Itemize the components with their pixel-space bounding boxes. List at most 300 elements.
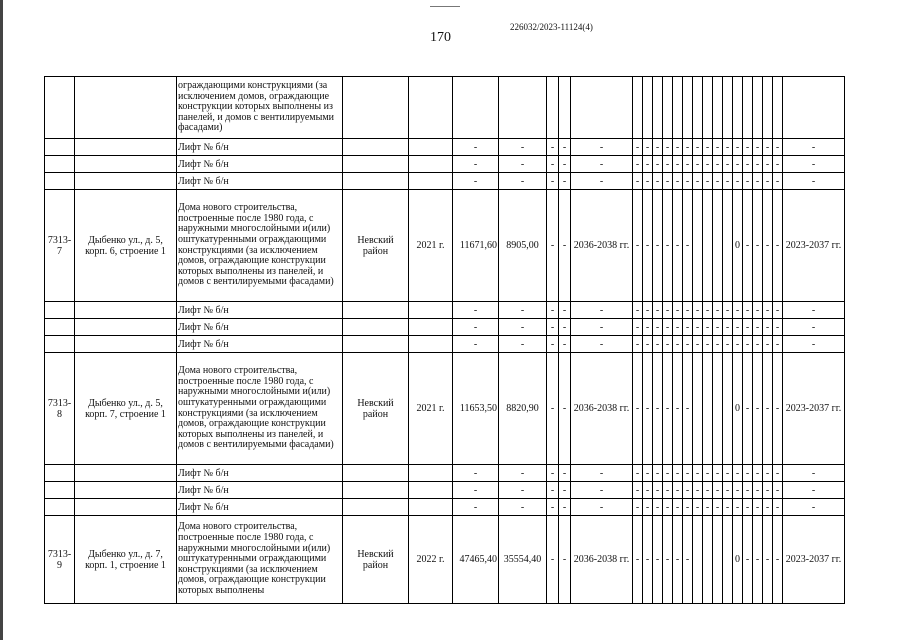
dash-cell: -	[643, 336, 653, 353]
empty-cell	[773, 77, 783, 139]
lift-row	[45, 499, 845, 516]
dash-cell: -	[733, 173, 743, 190]
dash-cell: -	[673, 499, 683, 516]
address-cell	[75, 173, 177, 190]
dash-cell: -	[783, 319, 845, 336]
dash-cell: -	[773, 336, 783, 353]
dash-cell: -	[743, 499, 753, 516]
empty-cell	[499, 77, 547, 139]
dash-cell: -	[743, 156, 753, 173]
address-cell	[75, 465, 177, 482]
dash-cell: -	[663, 465, 673, 482]
dash-cell: -	[753, 139, 763, 156]
dash-cell: -	[723, 302, 733, 319]
dash-cell: -	[643, 139, 653, 156]
empty-cell	[343, 77, 409, 139]
register-table	[44, 76, 845, 604]
dash-cell: -	[499, 336, 547, 353]
dash-cell: -	[499, 319, 547, 336]
dash-cell: -	[763, 482, 773, 499]
dash-cell: -	[713, 482, 723, 499]
dash-cell: -	[703, 319, 713, 336]
dash-cell: -	[683, 190, 693, 302]
empty-cell	[547, 77, 559, 139]
dash-cell: -	[743, 302, 753, 319]
dash-cell: -	[783, 465, 845, 482]
dash-cell: -	[683, 156, 693, 173]
dash-cell: -	[643, 156, 653, 173]
house-area-living: 35554,40	[499, 516, 547, 604]
lift-label: Лифт № б/н	[177, 156, 343, 173]
dash-cell: -	[763, 156, 773, 173]
dash-cell: -	[773, 173, 783, 190]
house-period: 2036-2038 гг.	[571, 353, 633, 465]
dash-cell: -	[653, 482, 663, 499]
dash-cell: -	[499, 499, 547, 516]
address-cell	[75, 156, 177, 173]
dash-cell: -	[713, 319, 723, 336]
dash-cell: -	[683, 336, 693, 353]
year-cell	[409, 482, 453, 499]
dash-cell: -	[693, 499, 703, 516]
dash-cell: -	[753, 516, 763, 604]
lift-row	[45, 173, 845, 190]
lift-row	[45, 482, 845, 499]
empty-cell	[753, 77, 763, 139]
dash-cell: -	[453, 465, 499, 482]
lift-label: Лифт № б/н	[177, 465, 343, 482]
dash-cell: -	[753, 482, 763, 499]
dash-cell: -	[703, 156, 713, 173]
dash-cell: -	[733, 302, 743, 319]
house-period: 2036-2038 гг.	[571, 190, 633, 302]
house-area-total: 11653,50	[453, 353, 499, 465]
dash-cell: -	[753, 465, 763, 482]
dash-cell: -	[753, 319, 763, 336]
dash-cell: -	[773, 139, 783, 156]
dash-cell: -	[499, 302, 547, 319]
dash-cell: -	[723, 156, 733, 173]
dash-cell: -	[559, 319, 571, 336]
dash-cell: -	[571, 302, 633, 319]
dash-cell: -	[693, 302, 703, 319]
district-cell	[343, 336, 409, 353]
dash-cell: -	[723, 499, 733, 516]
house-plan-period: 2023-2037 гг.	[783, 190, 845, 302]
dash-cell: -	[559, 336, 571, 353]
dash-cell: -	[733, 156, 743, 173]
dash-cell: -	[773, 353, 783, 465]
house-area-living: 8820,90	[499, 353, 547, 465]
house-id: 7313-9	[45, 516, 75, 604]
dash-cell: -	[673, 482, 683, 499]
district-cell	[343, 302, 409, 319]
dash-cell: -	[673, 156, 683, 173]
lift-row	[45, 156, 845, 173]
dash-cell: -	[693, 482, 703, 499]
dash-cell: -	[703, 139, 713, 156]
dash-cell: -	[571, 465, 633, 482]
dash-cell: -	[499, 156, 547, 173]
year-cell	[409, 465, 453, 482]
dash-cell: -	[663, 156, 673, 173]
dash-cell: -	[743, 465, 753, 482]
dash-cell: -	[763, 499, 773, 516]
dash-cell: -	[693, 319, 703, 336]
dash-cell: -	[663, 302, 673, 319]
house-district: Невский район	[343, 516, 409, 604]
continuation-row	[45, 77, 845, 139]
dash-cell: -	[763, 190, 773, 302]
house-row	[45, 190, 845, 302]
dash-cell: -	[633, 190, 643, 302]
scan-mark	[430, 6, 460, 7]
house-description: Дома нового строительства, построенные после 1980 года, с наружными многослойными и(или) оштукатуренными ограждающими конструкциями (за исключением домов, ограждающие конструкции которых выполнены из панелей, и домов с вентилируемыми фасадами)	[177, 190, 343, 302]
dash-cell: -	[713, 139, 723, 156]
id-cell	[45, 465, 75, 482]
empty-cell	[703, 353, 713, 465]
dash-cell: -	[753, 336, 763, 353]
dash-cell: -	[713, 336, 723, 353]
dash-cell: -	[673, 190, 683, 302]
id-cell	[45, 173, 75, 190]
dash-cell: -	[753, 173, 763, 190]
dash-cell: -	[547, 139, 559, 156]
dash-cell: -	[559, 139, 571, 156]
year-cell	[409, 156, 453, 173]
dash-cell: -	[559, 353, 571, 465]
empty-cell	[713, 77, 723, 139]
lift-label: Лифт № б/н	[177, 139, 343, 156]
district-cell	[343, 139, 409, 156]
empty-cell	[723, 353, 733, 465]
dash-cell: -	[743, 516, 753, 604]
house-area-living: 8905,00	[499, 190, 547, 302]
dash-cell: -	[653, 336, 663, 353]
dash-cell: -	[499, 465, 547, 482]
dash-cell: -	[723, 336, 733, 353]
address-cell	[75, 302, 177, 319]
dash-cell: -	[763, 139, 773, 156]
dash-cell: -	[673, 319, 683, 336]
dash-cell: -	[643, 319, 653, 336]
dash-cell: -	[559, 516, 571, 604]
house-area-total: 47465,40	[453, 516, 499, 604]
dash-cell: -	[703, 499, 713, 516]
empty-cell	[571, 77, 633, 139]
dash-cell: -	[653, 465, 663, 482]
dash-cell: -	[663, 353, 673, 465]
dash-cell: -	[713, 173, 723, 190]
dash-cell: -	[723, 139, 733, 156]
dash-cell: -	[633, 156, 643, 173]
empty-cell	[683, 77, 693, 139]
description-cell: ограждающими конструкциями (за исключением домов, ограждающие конструкции которых выполнены из панелей, и домов с вентилируемыми фасадами)	[177, 77, 343, 139]
dash-cell: -	[571, 482, 633, 499]
dash-cell: -	[643, 499, 653, 516]
lift-label: Лифт № б/н	[177, 482, 343, 499]
address-cell	[75, 336, 177, 353]
dash-cell: -	[571, 156, 633, 173]
dash-cell: -	[663, 139, 673, 156]
id-cell	[45, 77, 75, 139]
dash-cell: -	[453, 499, 499, 516]
dash-cell: -	[499, 482, 547, 499]
dash-cell: -	[653, 190, 663, 302]
empty-cell	[693, 190, 703, 302]
dash-cell: -	[453, 482, 499, 499]
dash-cell: -	[643, 465, 653, 482]
dash-cell: -	[571, 499, 633, 516]
dash-cell: -	[547, 190, 559, 302]
house-plan-period: 2023-2037 гг.	[783, 516, 845, 604]
empty-cell	[703, 190, 713, 302]
dash-cell: -	[547, 336, 559, 353]
empty-cell	[713, 516, 723, 604]
lift-row	[45, 139, 845, 156]
address-cell	[75, 482, 177, 499]
dash-cell: -	[633, 353, 643, 465]
empty-cell	[693, 516, 703, 604]
dash-cell: -	[763, 336, 773, 353]
dash-cell: -	[633, 319, 643, 336]
dash-cell: -	[653, 173, 663, 190]
empty-cell	[713, 190, 723, 302]
empty-cell	[559, 77, 571, 139]
dash-cell: -	[703, 173, 713, 190]
dash-cell: -	[547, 173, 559, 190]
dash-cell: -	[653, 302, 663, 319]
dash-cell: -	[733, 499, 743, 516]
empty-cell	[763, 77, 773, 139]
dash-cell: -	[783, 302, 845, 319]
dash-cell: -	[693, 336, 703, 353]
year-cell	[409, 319, 453, 336]
lift-row	[45, 319, 845, 336]
dash-cell: -	[683, 319, 693, 336]
dash-cell: -	[547, 353, 559, 465]
lift-row	[45, 336, 845, 353]
dash-cell: -	[633, 173, 643, 190]
address-cell	[75, 499, 177, 516]
dash-cell: -	[753, 302, 763, 319]
house-year: 2021 г.	[409, 190, 453, 302]
dash-cell: -	[633, 336, 643, 353]
dash-cell: -	[743, 190, 753, 302]
empty-cell	[643, 77, 653, 139]
house-address: Дыбенко ул., д. 5, корп. 7, строение 1	[75, 353, 177, 465]
dash-cell: -	[783, 336, 845, 353]
dash-cell: -	[713, 156, 723, 173]
dash-cell: -	[733, 139, 743, 156]
dash-cell: -	[743, 139, 753, 156]
document-code: 226032/2023-11124(4)	[510, 22, 593, 32]
dash-cell: -	[703, 336, 713, 353]
dash-cell: -	[547, 516, 559, 604]
dash-cell: -	[653, 499, 663, 516]
dash-cell: -	[633, 499, 643, 516]
dash-cell: -	[571, 173, 633, 190]
zero-cell: 0	[733, 353, 743, 465]
house-year: 2021 г.	[409, 353, 453, 465]
empty-cell	[453, 77, 499, 139]
dash-cell: -	[663, 482, 673, 499]
dash-cell: -	[693, 173, 703, 190]
dash-cell: -	[547, 465, 559, 482]
dash-cell: -	[763, 465, 773, 482]
dash-cell: -	[683, 516, 693, 604]
zero-cell: 0	[733, 516, 743, 604]
house-area-total: 11671,60	[453, 190, 499, 302]
dash-cell: -	[763, 353, 773, 465]
dash-cell: -	[723, 465, 733, 482]
dash-cell: -	[499, 173, 547, 190]
dash-cell: -	[663, 173, 673, 190]
dash-cell: -	[783, 139, 845, 156]
empty-cell	[733, 77, 743, 139]
empty-cell	[713, 353, 723, 465]
id-cell	[45, 319, 75, 336]
dash-cell: -	[653, 139, 663, 156]
dash-cell: -	[453, 319, 499, 336]
id-cell	[45, 302, 75, 319]
dash-cell: -	[547, 156, 559, 173]
house-address: Дыбенко ул., д. 7, корп. 1, строение 1	[75, 516, 177, 604]
dash-cell: -	[773, 499, 783, 516]
dash-cell: -	[663, 190, 673, 302]
empty-cell	[663, 77, 673, 139]
dash-cell: -	[683, 139, 693, 156]
dash-cell: -	[783, 499, 845, 516]
lift-label: Лифт № б/н	[177, 302, 343, 319]
id-cell	[45, 482, 75, 499]
dash-cell: -	[753, 190, 763, 302]
district-cell	[343, 156, 409, 173]
dash-cell: -	[633, 302, 643, 319]
dash-cell: -	[547, 499, 559, 516]
empty-cell	[693, 353, 703, 465]
dash-cell: -	[763, 302, 773, 319]
dash-cell: -	[723, 173, 733, 190]
lift-row	[45, 302, 845, 319]
id-cell	[45, 156, 75, 173]
dash-cell: -	[753, 353, 763, 465]
house-description: Дома нового строительства, построенные после 1980 года, с наружными многослойными и(или) оштукатуренными ограждающими конструкциями (за исключением домов, ограждающие конструкции которых выполнены из панелей, и домов с вентилируемыми фасадами)	[177, 353, 343, 465]
year-cell	[409, 173, 453, 190]
dash-cell: -	[693, 156, 703, 173]
dash-cell: -	[743, 482, 753, 499]
address-cell	[75, 77, 177, 139]
dash-cell: -	[713, 465, 723, 482]
year-cell	[409, 302, 453, 319]
dash-cell: -	[753, 156, 763, 173]
dash-cell: -	[773, 465, 783, 482]
dash-cell: -	[643, 173, 653, 190]
dash-cell: -	[763, 516, 773, 604]
dash-cell: -	[547, 319, 559, 336]
district-cell	[343, 499, 409, 516]
dash-cell: -	[743, 173, 753, 190]
dash-cell: -	[547, 302, 559, 319]
dash-cell: -	[571, 139, 633, 156]
dash-cell: -	[633, 465, 643, 482]
district-cell	[343, 319, 409, 336]
dash-cell: -	[571, 336, 633, 353]
dash-cell: -	[663, 336, 673, 353]
empty-cell	[633, 77, 643, 139]
dash-cell: -	[733, 319, 743, 336]
dash-cell: -	[733, 465, 743, 482]
dash-cell: -	[783, 156, 845, 173]
page-number: 170	[430, 30, 451, 45]
dash-cell: -	[653, 516, 663, 604]
dash-cell: -	[673, 353, 683, 465]
dash-cell: -	[559, 190, 571, 302]
dash-cell: -	[643, 353, 653, 465]
dash-cell: -	[663, 499, 673, 516]
dash-cell: -	[783, 173, 845, 190]
dash-cell: -	[547, 482, 559, 499]
dash-cell: -	[633, 139, 643, 156]
scan-left-edge	[0, 0, 3, 640]
dash-cell: -	[763, 319, 773, 336]
dash-cell: -	[783, 482, 845, 499]
house-id: 7313-7	[45, 190, 75, 302]
lift-label: Лифт № б/н	[177, 499, 343, 516]
dash-cell: -	[693, 139, 703, 156]
dash-cell: -	[683, 482, 693, 499]
dash-cell: -	[633, 516, 643, 604]
dash-cell: -	[723, 319, 733, 336]
house-description: Дома нового строительства, построенные после 1980 года, с наружными многослойными и(или) оштукатуренными ограждающими конструкциями (за исключением домов, ограждающие конструкции которых выполнены	[177, 516, 343, 604]
house-id: 7313-8	[45, 353, 75, 465]
dash-cell: -	[499, 139, 547, 156]
lift-label: Лифт № б/н	[177, 319, 343, 336]
house-district: Невский район	[343, 190, 409, 302]
house-district: Невский район	[343, 353, 409, 465]
dash-cell: -	[653, 319, 663, 336]
dash-cell: -	[713, 499, 723, 516]
empty-cell	[723, 77, 733, 139]
dash-cell: -	[743, 319, 753, 336]
address-cell	[75, 319, 177, 336]
dash-cell: -	[673, 516, 683, 604]
dash-cell: -	[773, 482, 783, 499]
dash-cell: -	[673, 173, 683, 190]
dash-cell: -	[643, 302, 653, 319]
dash-cell: -	[713, 302, 723, 319]
dash-cell: -	[733, 482, 743, 499]
dash-cell: -	[773, 302, 783, 319]
dash-cell: -	[743, 336, 753, 353]
year-cell	[409, 336, 453, 353]
house-plan-period: 2023-2037 гг.	[783, 353, 845, 465]
dash-cell: -	[763, 173, 773, 190]
dash-cell: -	[683, 173, 693, 190]
dash-cell: -	[673, 139, 683, 156]
dash-cell: -	[559, 302, 571, 319]
dash-cell: -	[559, 499, 571, 516]
district-cell	[343, 465, 409, 482]
dash-cell: -	[773, 190, 783, 302]
zero-cell: 0	[733, 190, 743, 302]
dash-cell: -	[653, 353, 663, 465]
address-cell	[75, 139, 177, 156]
house-row	[45, 516, 845, 604]
dash-cell: -	[559, 173, 571, 190]
dash-cell: -	[703, 482, 713, 499]
dash-cell: -	[453, 302, 499, 319]
